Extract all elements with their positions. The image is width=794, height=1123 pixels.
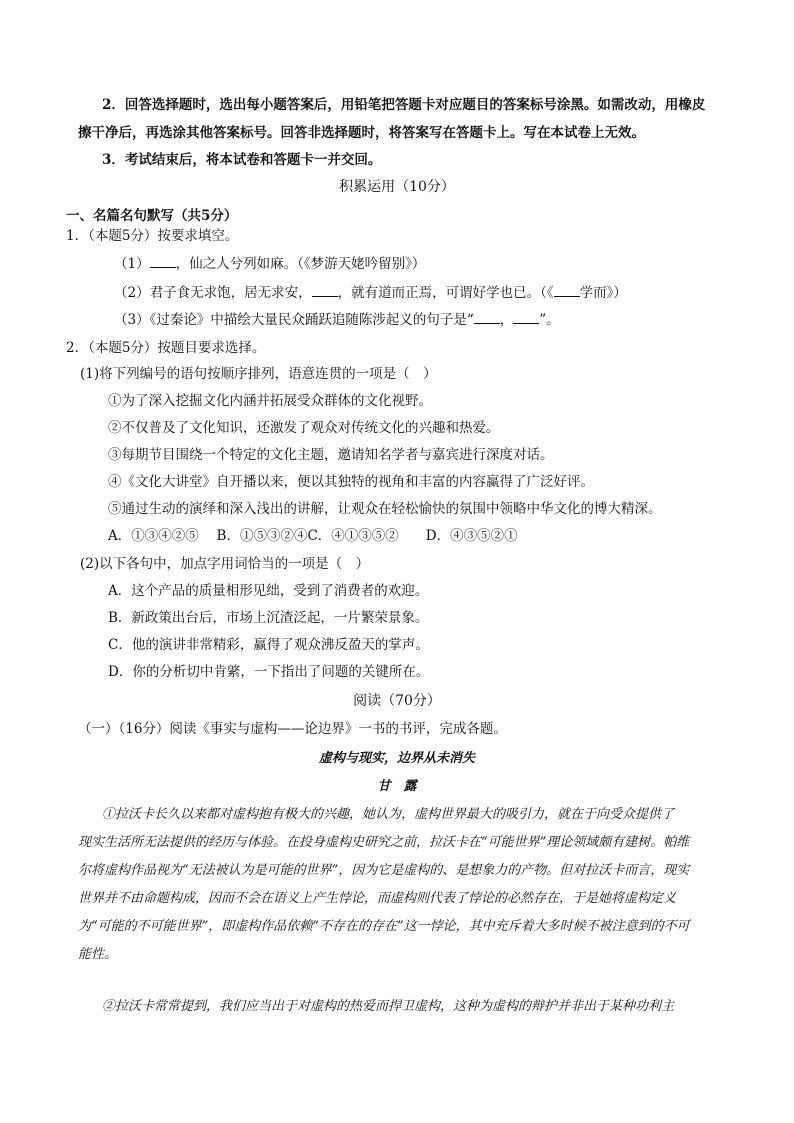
fill-blank[interactable] [150,255,176,268]
sub3-middle: ， [499,312,514,328]
fill-blank[interactable] [513,311,539,324]
section-title-accumulation: 积累运用（10分） [339,179,455,195]
article-title: 虚构与现实，边界从未消失 [318,751,475,766]
reading-intro: （一）（16分）阅读《事实与虚构——论边界》一书的书评，完成各题。 [78,721,507,737]
section-title-reading: 阅读（70分） [353,693,441,709]
paragraph-1-line: ①拉沃卡长久以来都对虚构抱有极大的兴趣，她认为，虚构世界最大的吸引力，就在于向受众提供了 [102,807,675,822]
instruction-item-2-line-2: 擦干净后，再选涂其他答案标号。回答非选择题时，将答案写在答题卡上。写在本试卷上无效。 [78,125,645,141]
instruction-item-3: 3．考试结束后，将本试卷和答题卡一并交回。 [102,152,382,168]
sentence-item: ①为了深入挖掘文化内涵并拓展受众群体的文化视野。 [108,393,432,409]
sub3-prefix: （3）《过秦论》中描绘大量民众踊跃追随陈涉起义的句子是“ [114,312,474,328]
paragraph-1-line: 尔将虚构作品视为“无法被认为是可能的世界”，因为它是虚构的、是想象力的产物。但对拉沃卡而言，现实 [78,863,690,878]
option-item: C．他的演讲非常精彩，赢得了观众沸反盈天的掌声。 [108,637,429,653]
option-item: B．新政策出台后，市场上沉渣泛起，一片繁荣景象。 [108,610,429,626]
instruction-item-2-line-1: 2．回答选择题时，选出每小题答案后，用铅笔把答题卡对应题目的答案标号涂黑。如需改动，用橡皮 [102,97,706,113]
question-2-stem: 2．（本题5分）按题目要求选择。 [66,340,266,356]
paragraph-1-line: 现实生活所无法提供的经历与体验。在投身虚构史研究之前，拉沃卡在“可能世界”理论领域颇有建树。帕维 [78,835,690,850]
option-item: A．这个产品的质量相形见绌，受到了消费者的欢迎。 [108,583,429,599]
question-1-sub-3 [114,311,560,329]
paragraph-1-line: 世界并不由命题构成，因而不会在语义上产生悖论，而虚构则代表了悖论的必然存在，于是她将虚构定义 [78,891,677,906]
question-1-sub-2 [114,284,627,302]
paragraph-1-line: 为“可能的不可能世界”，即虚构作品依赖“不存在的存在”这一悖论，其中充斥着大多时候不被注意到的不可 [78,919,690,934]
fill-blank[interactable] [474,311,500,324]
question-1-sub-1 [114,255,425,273]
question-2-part-1-options: A．①③④②⑤ B．①⑤③②④C．④①③⑤② D．④③⑤②① [108,528,518,544]
part-title-recitation: 一、名篇名句默写（共5分） [66,208,238,224]
sub1-prefix: （1） [114,256,150,272]
sentence-item: ⑤通过生动的演绎和深入浅出的讲解，让观众在轻松愉快的氛围中领略中华文化的博大精深。 [108,501,662,517]
paragraph-2-line: ②拉沃卡常常提到，我们应当出于对虚构的热爱而捍卫虚构，这种为虚构的辩护并非出于某种功利主 [102,999,675,1014]
fill-blank[interactable] [554,284,580,297]
question-2-part-1-stem: (1)将下列编号的语句按顺序排列，语意连贯的一项是（ ） [80,366,437,382]
sub3-suffix: ”。 [539,312,560,328]
fill-blank[interactable] [312,284,338,297]
paragraph-1-line: 能性。 [78,947,118,962]
sub2-suffix: 学而》） [579,285,627,301]
question-2-part-2-stem: (2)以下各句中，加点字用词恰当的一项是（ ） [80,556,370,572]
sub1-suffix: ，仙之人兮列如麻。（《梦游天姥吟留别》） [175,256,426,272]
option-item: D．你的分析切中肯綮，一下指出了问题的关键所在。 [108,664,430,680]
sentence-item: ④《文化大讲堂》自开播以来，便以其独特的视角和丰富的内容赢得了广泛好评。 [108,474,594,490]
sentence-item: ②不仅普及了文化知识，还激发了观众对传统文化的兴趣和热爱。 [108,420,500,436]
article-author: 甘 露 [377,779,417,794]
sub2-prefix: （2）君子食无求饱，居无求安， [114,285,312,301]
question-1-stem: 1．（本题5分）按要求填空。 [66,228,239,244]
sentence-item: ③每期节目围绕一个特定的文化主题，邀请知名学者与嘉宾进行深度对话。 [108,447,554,463]
sub2-middle: ，就有道而正焉，可谓好学也已。（《 [337,285,554,301]
